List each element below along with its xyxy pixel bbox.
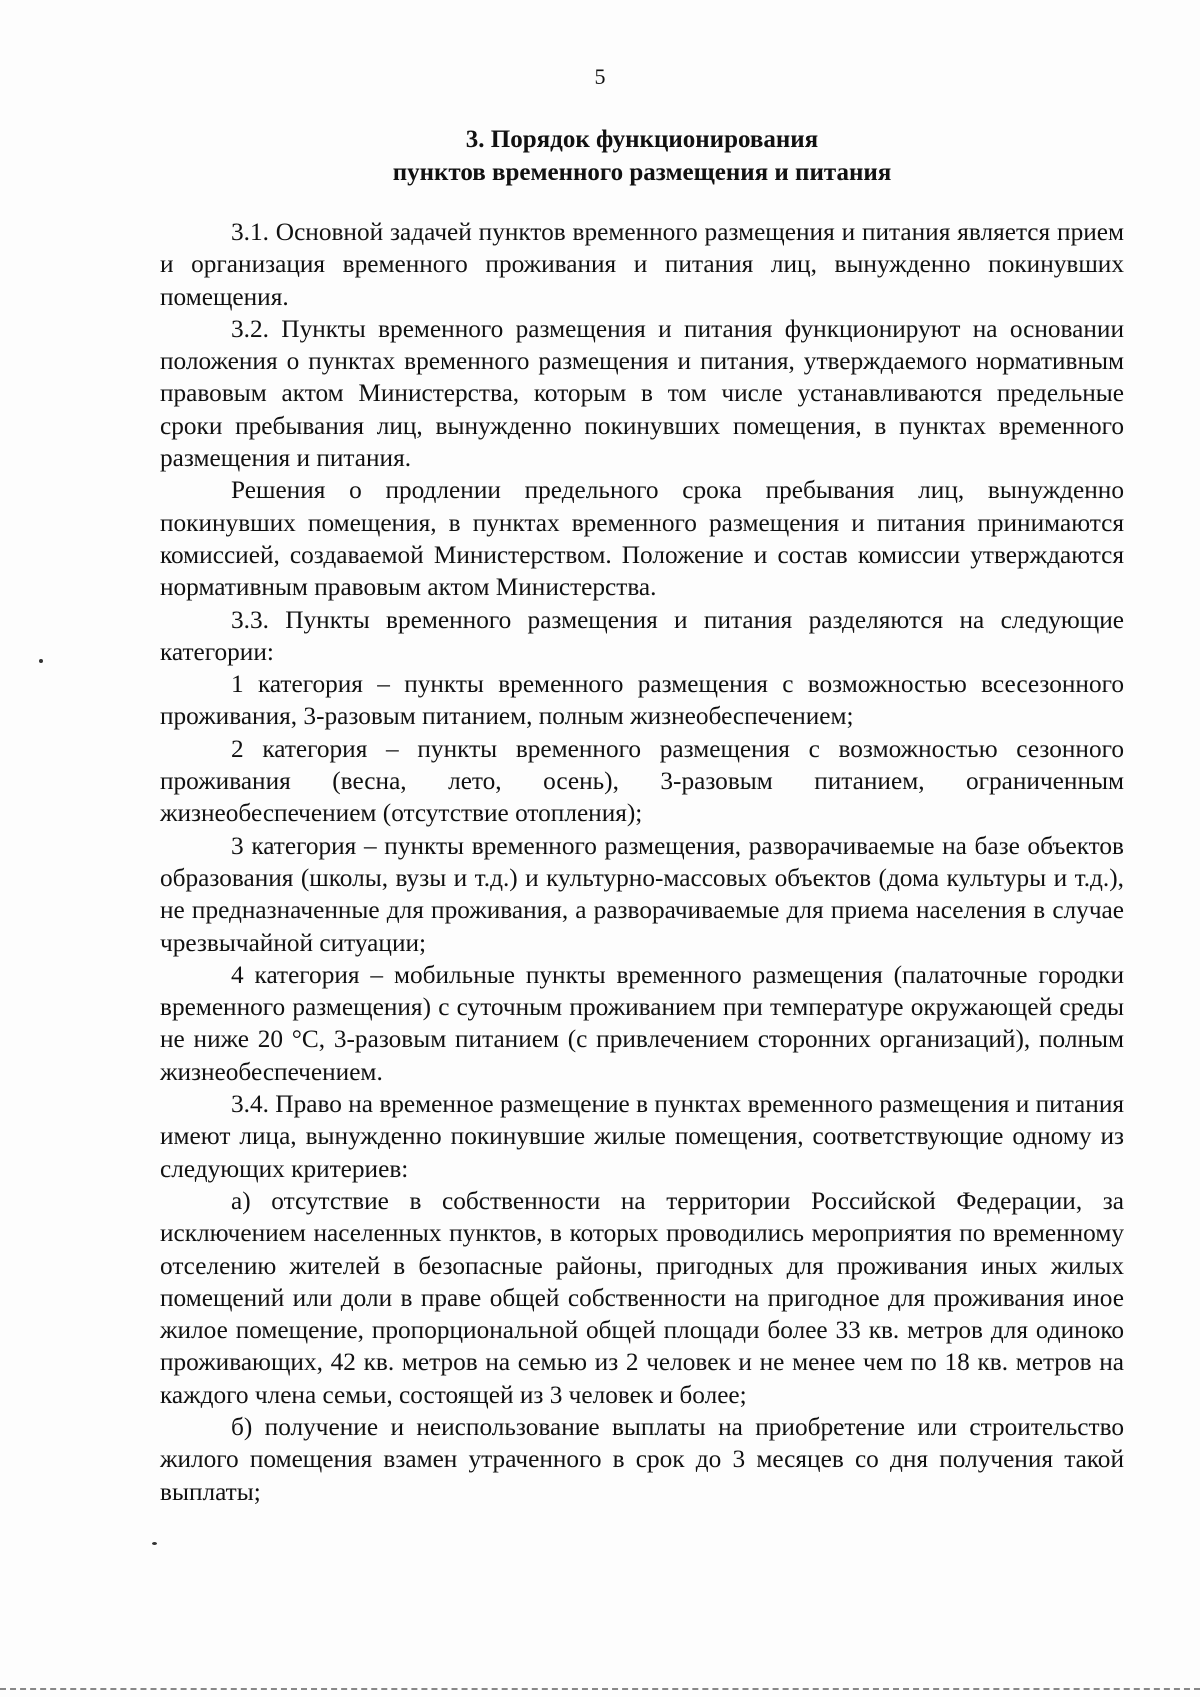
paragraph-category-3: 3 категория – пункты временного размещения, разворачиваемые на базе объектов образования (школы, вузы и т.д.) и культурно-массовых объектов (дома культуры и т.д.), не предназначенные для проживания, а разворачиваемые для приема населения в случае чрезвычайной ситуации; (160, 831, 1124, 957)
paragraph-3-1: 3.1. Основной задачей пунктов временного размещения и питания является прием и организация временного проживания и питания лиц, вынужденно покинувших помещения. (160, 218, 1124, 311)
paragraph-3-4: 3.4. Право на временное размещение в пунктах временного размещения и питания имеют лица, вынужденно покинувшие жилые помещения, соответствующие одному из следующих критериев: (160, 1090, 1124, 1183)
section-heading-line-1: 3. Порядок функционирования (465, 126, 819, 153)
paragraph-criterion-a: а) отсутствие в собственности на территории Российской Федерации, за исключением населенных пунктов, в которых проводились мероприятия по временному отселению жителей в безопасные районы, пригодных для проживания иных жилых помещений или доли в праве общей собственности на пригодное для проживания иное жилое помещение, пропорциональной общей площади более 33 кв. метров для одиноко проживающих, 42 кв. метров на семью из 2 человек и не менее чем по 18 кв. метров на каждого члена семьи, состоящей из 3 человек и более; (160, 1186, 1124, 1409)
scan-edge-line (0, 1688, 1200, 1690)
section-heading-line-2: пунктов временного размещения и питания (392, 159, 892, 186)
paragraph-category-4: 4 категория – мобильные пункты временного размещения (палаточные городки временного размещения) с суточным проживанием при температуре окружающей среды не ниже 20 °С, 3-разовым питанием (с привлечением сторонних организаций), полным жизнеобеспечением. (160, 960, 1124, 1086)
document-body (160, 216, 1124, 1508)
section-heading (160, 123, 1124, 189)
paragraph-3-2: 3.2. Пункты временного размещения и питания функционируют на основании положения о пунктах временного размещения и питания, утверждаемого нормативным правовым актом Министерства, которым в том числе устанавливаются предельные сроки пребывания лиц, вынужденно покинувших помещения, в пунктах временного размещения и питания. (160, 314, 1124, 473)
scan-speck (39, 659, 43, 663)
paragraph-extension-decisions: Решения о продлении предельного срока пребывания лиц, вынужденно покинувших помещения, в пунктах временного размещения и питания принимаются комиссией, создаваемой Министерством. Положение и состав комиссии утверждаются нормативным правовым актом Министерства. (160, 476, 1124, 602)
paragraph-criterion-b: б) получение и неиспользование выплаты на приобретение или строительство жилого помещения взамен утраченного в срок до 3 месяцев со дня получения такой выплаты; (160, 1412, 1124, 1506)
paragraph-category-1: 1 категория – пункты временного размещения с возможностью всесезонного проживания, 3-разовым питанием, полным жизнеобеспечением; (160, 670, 1124, 731)
paragraph-3-3: 3.3. Пункты временного размещения и питания разделяются на следующие категории: (160, 605, 1124, 666)
scan-speck (152, 1542, 157, 1545)
paragraph-category-2: 2 категория – пункты временного размещения с возможностью сезонного проживания (весна, лето, осень), 3-разовым питанием, ограниченным жизнеобеспечением (отсутствие отопления); (160, 734, 1124, 828)
page-number: 5 (594, 64, 606, 89)
